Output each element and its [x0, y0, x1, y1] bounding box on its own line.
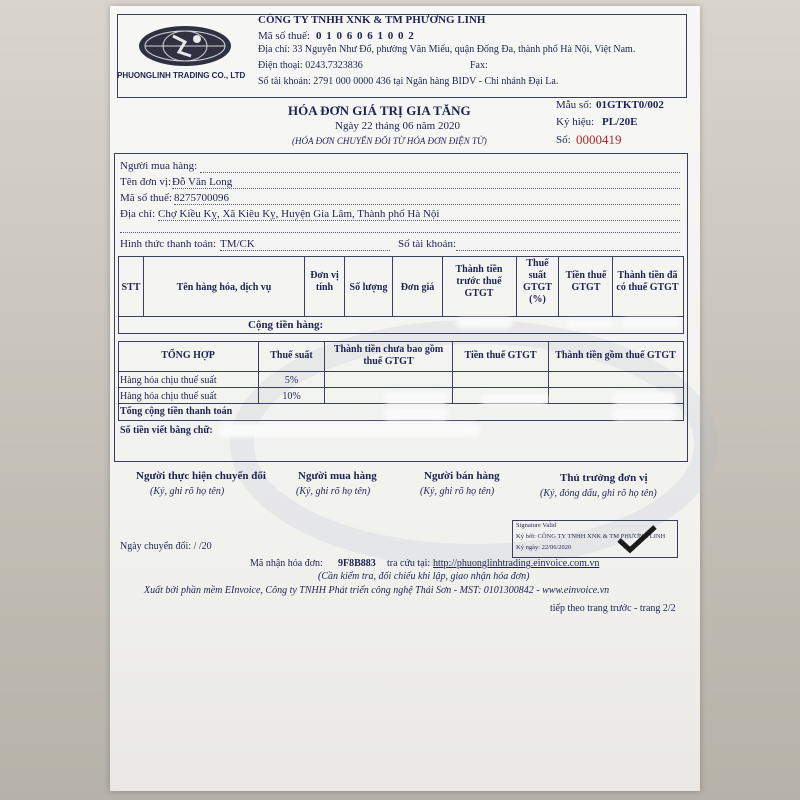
summary-header-divider	[118, 371, 683, 372]
redaction	[456, 318, 512, 328]
sum-th-amount: Thành tiền chưa bao gồm thuế GTGT	[333, 344, 444, 367]
redaction-in-words	[218, 423, 480, 437]
sum-th-total: Thành tiền gồm thuế GTGT	[555, 350, 676, 361]
sum-row1-rate: 5%	[284, 375, 299, 386]
invoice-date: Ngày 22 tháng 06 năm 2020	[335, 120, 460, 132]
sum-th-rate: Thuế suất	[270, 350, 313, 361]
company-address: Địa chỉ: 33 Nguyễn Như Đổ, phường Văn Miếu, quận Đống Đa, thành phố Hà Nội, Việt Nam.	[258, 44, 636, 55]
th-rate: Thuế suất GTGT (%)	[523, 258, 552, 305]
sig-buyer-note: (Ký, ghi rõ họ tên)	[296, 486, 371, 497]
tax-line	[174, 204, 680, 205]
form-value: 01GTKT0/002	[596, 99, 664, 111]
payment-value: TM/CK	[220, 238, 255, 250]
th-qty: Số lượng	[349, 282, 388, 293]
account-label: Số tài khoản:	[398, 238, 457, 250]
check-note: (Cần kiểm tra, đối chiếu khi lập, giao nhận hóa đơn)	[318, 571, 530, 582]
grand-total-label: Tổng cộng tiền thanh toán	[120, 406, 233, 417]
sum-th-tax: Tiền thuế GTGT	[464, 350, 537, 361]
number-label: Số:	[556, 134, 571, 146]
company-phone: Điện thoại: 0243.7323836	[258, 60, 363, 71]
buyer-tax-value: 8275700096	[174, 192, 229, 204]
page-note: tiếp theo trang trước - trang 2/2	[550, 603, 676, 614]
th-unit: Đơn vị tính	[310, 270, 339, 293]
logo-text: PHUONGLINH TRADING CO., LTD	[117, 71, 246, 80]
sig-head-title: Thủ trưởng đơn vị	[560, 472, 648, 484]
buyer-tax-label: Mã số thuế:	[120, 192, 172, 204]
unit-value: Đỗ Văn Long	[172, 176, 233, 188]
sig-buyer-title: Người mua hàng	[298, 470, 377, 482]
checkmark-icon	[616, 524, 658, 559]
lookup-code: 9F8B883	[338, 558, 376, 569]
buyer-label: Người mua hàng:	[120, 160, 198, 172]
sig-valid-line: Signature Valid	[516, 522, 557, 529]
th-tax: Tiền thuế GTGT	[565, 270, 607, 293]
sum-row2-label: Hàng hóa chịu thuế suất	[120, 391, 217, 402]
address-line	[158, 220, 680, 221]
account-line	[456, 250, 680, 251]
redaction	[612, 408, 676, 420]
th-name: Tên hàng hóa, dịch vụ	[176, 282, 272, 293]
col-divider	[558, 256, 559, 316]
redaction	[566, 320, 612, 328]
redaction	[622, 318, 680, 328]
items-total-label: Cộng tiền hàng:	[248, 319, 324, 331]
sum-row1-label: Hàng hóa chịu thuế suất	[120, 375, 217, 386]
company-logo	[135, 22, 235, 75]
sig-converter-note: (Ký, ghi rõ họ tên)	[150, 486, 225, 497]
buyer-address-label: Địa chỉ:	[120, 208, 156, 220]
redaction	[480, 394, 548, 404]
lookup-url[interactable]: http://phuonglinhtrading.einvoice.com.vn	[433, 558, 600, 569]
th-amount: Thành tiền trước thuế GTGT	[455, 264, 503, 299]
company-tax-code: 0 1 0 6 0 6 1 0 0 2	[316, 30, 415, 42]
sig-date-line: Ký ngày: 22/06/2020	[516, 544, 572, 551]
buyer-line	[200, 172, 680, 173]
sig-signer-line: Ký bởi: CÔNG TY TNHH XNK & TM PHƯƠNG LINH	[516, 533, 666, 540]
payment-label: Hình thức thanh toán:	[120, 238, 217, 250]
in-words-label: Số tiền viết bằng chữ:	[120, 425, 213, 436]
lookup-label: Mã nhận hóa đơn:	[250, 558, 323, 569]
sig-converter-title: Người thực hiện chuyển đổi	[136, 470, 266, 482]
unit-line	[172, 188, 680, 189]
redaction	[384, 408, 448, 420]
symbol-value: PL/20E	[602, 116, 638, 128]
th-total: Thành tiền đã có thuế GTGT	[616, 270, 679, 293]
sig-head-note: (Ký, đóng dấu, ghi rõ họ tên)	[540, 488, 657, 499]
blank-line	[120, 232, 680, 233]
th-stt: STT	[121, 282, 141, 293]
buyer-address-value: Chợ Kiều Kỵ, Xã Kiêu Kỵ, Huyện Gia Lâm, Thành phố Hà Nội	[158, 208, 440, 220]
summary-row-divider	[118, 387, 683, 388]
unit-label: Tên đơn vị:	[120, 176, 172, 188]
redaction	[384, 392, 448, 404]
col-divider	[442, 256, 443, 316]
items-total-divider	[118, 316, 683, 317]
payment-line	[220, 250, 390, 251]
sum-row2-rate: 10%	[282, 391, 301, 402]
software-note: Xuất bởi phần mềm EInvoice, Công ty TNHH Phát triển công nghệ Thái Sơn - MST: 0101300842 - www.einvoice.vn	[144, 585, 610, 596]
company-account: Số tài khoản: 2791 000 0000 436 tại Ngân hàng BIDV - Chi nhánh Đại La.	[258, 76, 559, 87]
lookup-text: tra cứu tại:	[387, 558, 431, 569]
invoice-number: 0000419	[576, 132, 622, 147]
company-fax: Fax:	[470, 60, 488, 71]
th-price: Đơn giá	[400, 282, 435, 293]
form-label: Mẫu số:	[556, 99, 592, 111]
sig-seller-title: Người bán hàng	[424, 470, 500, 482]
invoice-title: HÓA ĐƠN GIÁ TRỊ GIA TĂNG	[288, 103, 471, 118]
symbol-label: Ký hiệu:	[556, 116, 595, 128]
company-tax-label: Mã số thuế:	[258, 30, 310, 42]
sig-seller-note: (Ký, ghi rõ họ tên)	[420, 486, 495, 497]
company-name: CÔNG TY TNHH XNK & TM PHƯƠNG LINH	[258, 14, 486, 26]
convert-date: Ngày chuyển đổi: / /20	[120, 541, 212, 552]
sum-th-label: TỔNG HỢP	[161, 350, 215, 361]
redaction	[612, 392, 676, 404]
invoice-subtitle: (HÓA ĐƠN CHUYỂN ĐỔI TỪ HÓA ĐƠN ĐIỆN TỬ)	[292, 136, 487, 146]
